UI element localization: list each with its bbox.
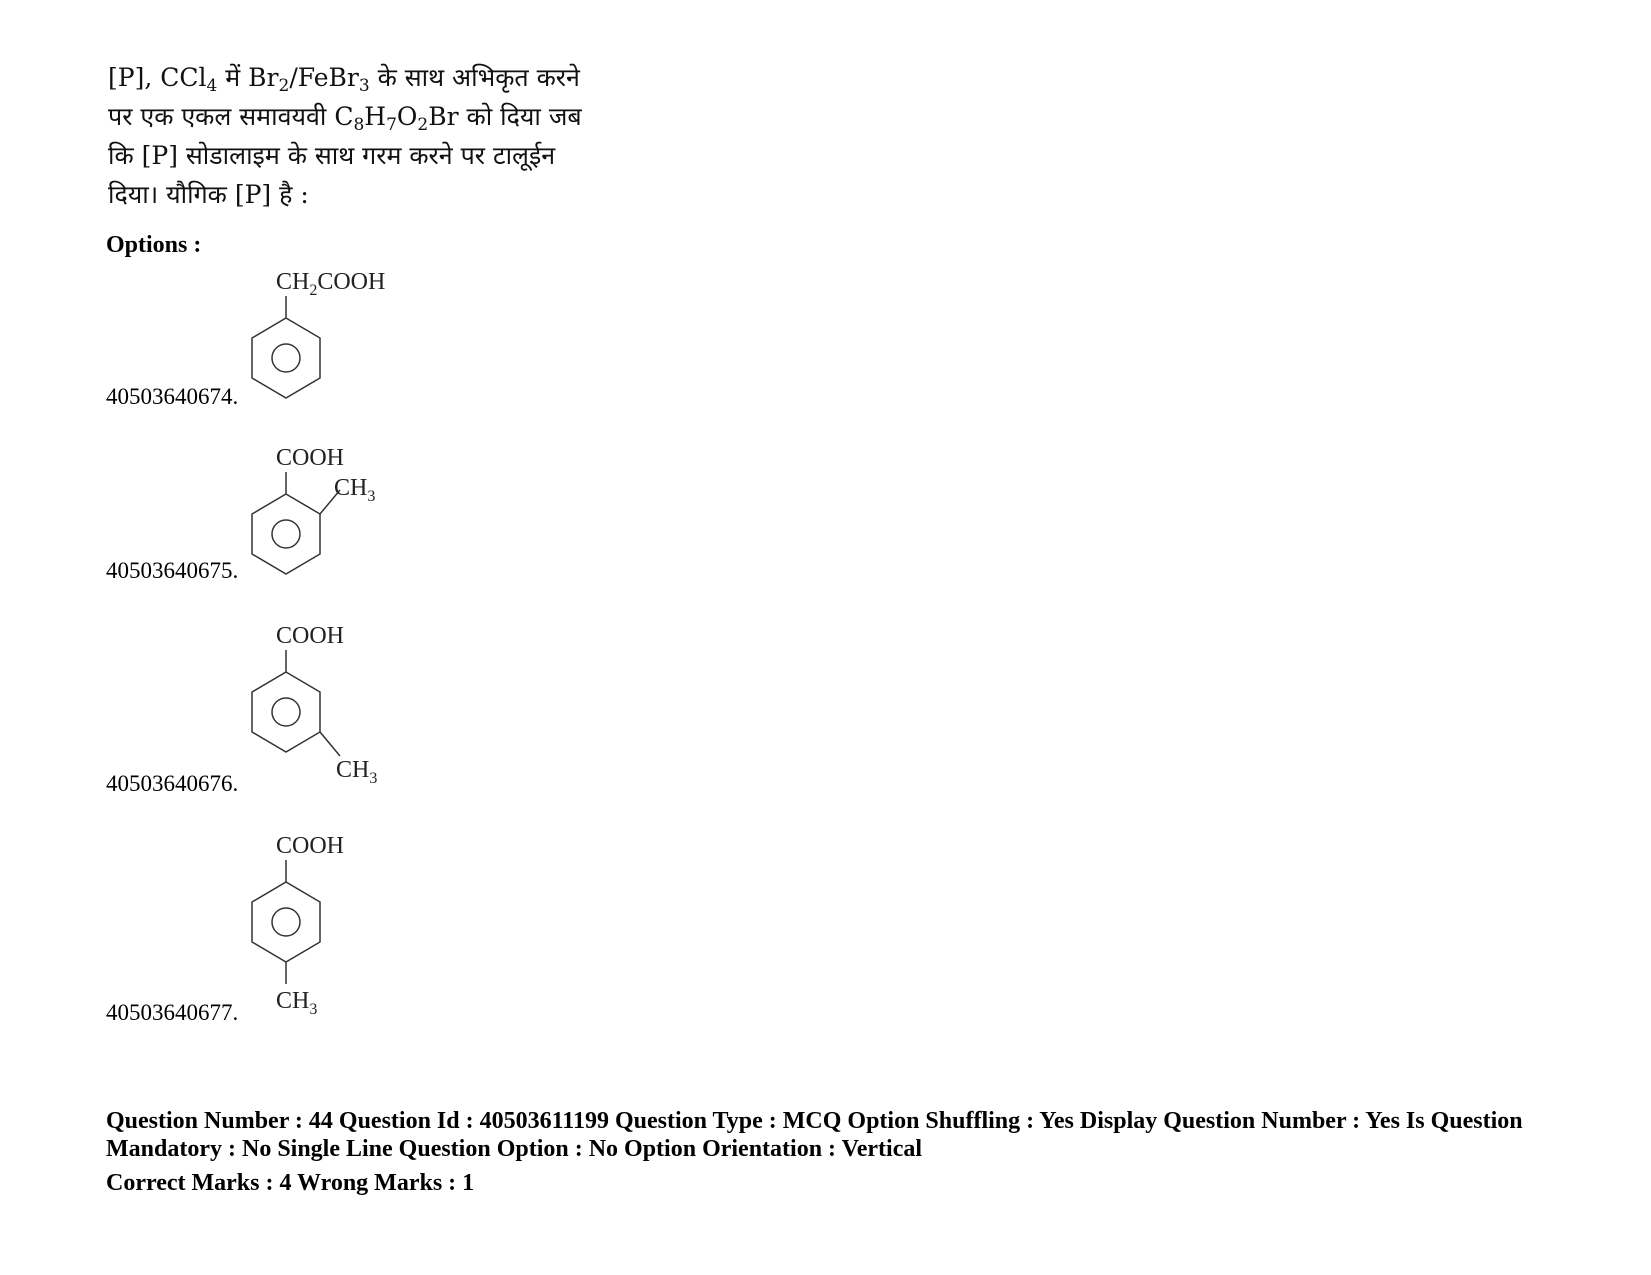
question-line-1: [P], CCl$_4$ में $Br_2/FeBr_3$ के साथ अभिकृत करने xyxy=(108,63,580,96)
svg-text:COOH: COOH xyxy=(276,833,345,859)
svg-text:CH2COOH: $CH_2COOH$ xyxy=(276,269,386,299)
option-id-3: 40503640676. xyxy=(106,771,239,796)
options-label: Options : xyxy=(106,232,202,258)
question-text-image xyxy=(108,58,628,214)
svg-text:COOH: COOH xyxy=(276,445,345,471)
svg-text:CH3: $CH_3$ xyxy=(336,757,378,786)
question-line-3: कि [P] सोडालाइम के साथ गरम करने पर टालूईन xyxy=(108,141,556,170)
option-id-1: 40503640674. xyxy=(106,384,239,409)
svg-text:CH3: $CH_3$ xyxy=(276,988,318,1018)
svg-text:COOH: COOH xyxy=(276,623,345,649)
svg-text:CH3: $CH_3$ xyxy=(334,475,376,505)
option-id-2: 40503640675. xyxy=(106,558,239,583)
question-line-4: दिया। यौगिक [P] है : xyxy=(108,180,309,209)
option-structure-2 xyxy=(244,438,444,593)
option-structure-3 xyxy=(244,616,444,791)
marks-line: Correct Marks : 4 Wrong Marks : 1 xyxy=(106,1170,475,1196)
option-structure-4 xyxy=(244,826,444,1031)
question-metadata-line: Question Number : 44 Question Id : 40503611199 Question Type : MCQ Option Shuffling : Yes Display Question Number : Yes Is Question Mandatory : No Single Line Question Option : No Option Orientation : Vertical xyxy=(106,1108,1523,1162)
option-id-4: 40503640677. xyxy=(106,1000,239,1025)
question-line-2: पर एक एकल समावयवी $C_8H_7O_2Br$ को दिया जब xyxy=(108,102,582,135)
option-structure-1 xyxy=(244,262,444,417)
question-metadata xyxy=(106,1107,1626,1203)
